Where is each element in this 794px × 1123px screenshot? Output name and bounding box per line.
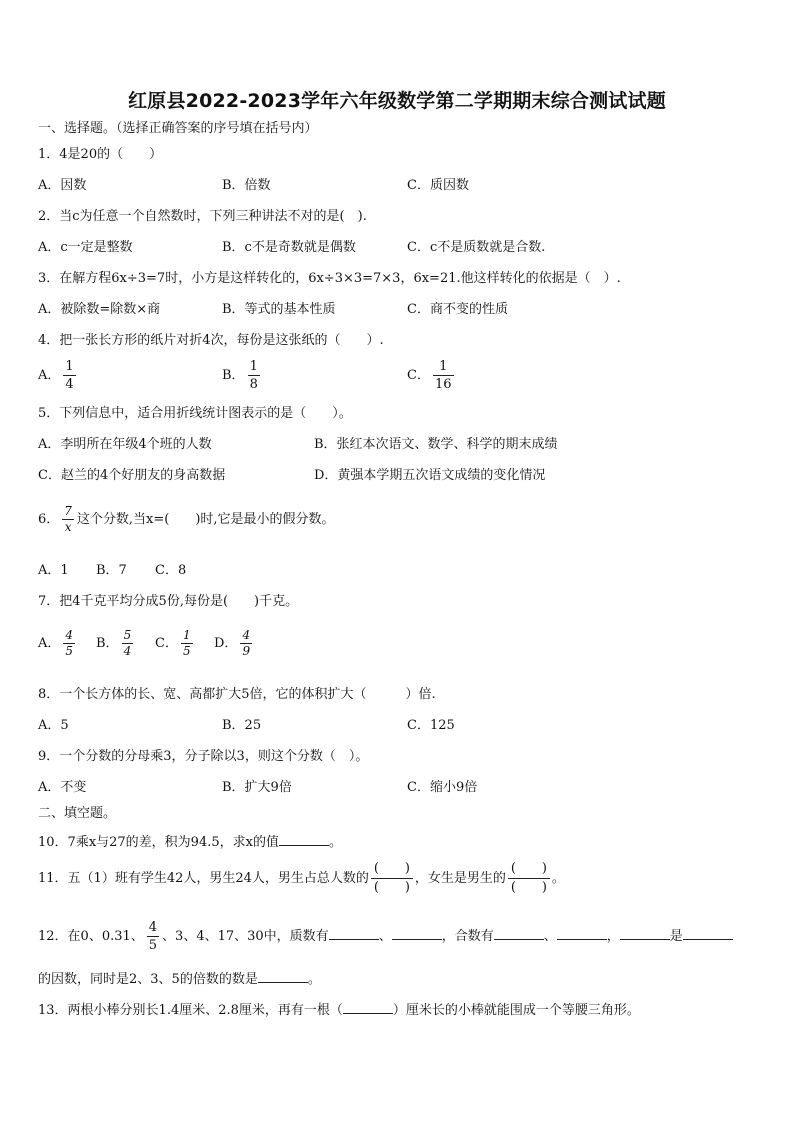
answer-blank[interactable] xyxy=(392,927,442,940)
answer-blank[interactable] xyxy=(329,927,379,940)
numerator: 1 xyxy=(182,628,191,642)
q7-option-b xyxy=(96,628,136,659)
q5-option-b: B．张红本次语文、数学、科学的期末成绩 xyxy=(314,437,558,452)
q5-option-d: D．黄强本学期五次语文成绩的变化情况 xyxy=(314,468,546,483)
fraction xyxy=(181,628,193,659)
q1-option-c: C．质因数 xyxy=(407,178,469,193)
q7-option-c xyxy=(155,628,196,659)
q9-option-b: B．扩大9倍 xyxy=(222,780,292,795)
fraction-blank[interactable] xyxy=(371,860,413,897)
denominator: 4 xyxy=(123,644,132,658)
q2-option-a: A．c一定是整数 xyxy=(38,240,133,255)
question-5: 5．下列信息中，适合用折线统计图表示的是（ ）。 xyxy=(38,406,352,421)
denominator-blank: ( ) xyxy=(373,880,410,895)
fraction xyxy=(248,358,260,393)
numerator-blank: ( ) xyxy=(371,860,413,879)
question-text: 10．7乘x与27的差，积为94.5，求x的值 xyxy=(38,835,279,850)
answer-blank[interactable] xyxy=(620,927,670,940)
fraction xyxy=(240,628,252,659)
q7-option-a xyxy=(38,628,78,659)
denominator-blank: ( ) xyxy=(510,880,547,895)
question-text: 、3、4、17、30中，质数有 xyxy=(162,929,329,944)
q5-option-c: C．赵兰的4个好朋友的身高数据 xyxy=(38,468,226,483)
q3-option-c: C．商不变的性质 xyxy=(407,302,508,317)
question-4: 4．把一张长方形的纸片对折4次，每份是这张纸的（ ）. xyxy=(38,333,384,348)
section-heading-choice: 一、选择题。（选择正确答案的序号填在括号内） xyxy=(38,121,318,136)
fraction xyxy=(433,358,454,393)
q6-option-a: A．1 xyxy=(38,563,69,578)
question-1: 1．4是20的（ ） xyxy=(38,147,163,162)
q2-option-b: B．c不是奇数就是偶数 xyxy=(222,240,356,255)
separator: 、 xyxy=(543,929,557,944)
q6-option-c: C．8 xyxy=(155,563,187,578)
answer-blank[interactable] xyxy=(683,927,733,940)
question-text: 13．两根小棒分别长1.4厘米、2.8厘米，再有一根（ xyxy=(38,1003,343,1018)
numerator: 4 xyxy=(242,628,251,642)
separator: ， xyxy=(606,929,620,944)
question-9: 9．一个分数的分母乘3，分子除以3，则这个分数（ ）。 xyxy=(38,749,369,764)
numerator: 7 xyxy=(64,504,72,518)
separator: 、 xyxy=(378,929,392,944)
fraction xyxy=(122,628,134,659)
answer-blank[interactable] xyxy=(557,927,607,940)
denominator: 5 xyxy=(182,644,191,658)
q9-option-a: A．不变 xyxy=(38,780,87,795)
q3-option-b: B．等式的基本性质 xyxy=(222,302,336,317)
question-8: 8．一个长方体的长、宽、高都扩大5倍，它的体积扩大（ ）倍. xyxy=(38,687,436,702)
question-number: 6． xyxy=(38,512,60,527)
denominator: 9 xyxy=(242,644,251,658)
fraction xyxy=(63,358,75,393)
denominator: 5 xyxy=(65,644,74,658)
question-text: ）厘米长的小棒就能围成一个等腰三角形。 xyxy=(392,1003,640,1018)
q6-option-b: B．7 xyxy=(96,563,127,578)
q4-option-c xyxy=(407,358,457,393)
answer-blank[interactable] xyxy=(279,833,329,846)
q4-option-b xyxy=(222,358,263,393)
question-text: 的因数，同时是2、3、5的倍数的数是 xyxy=(38,972,258,987)
fraction xyxy=(63,628,75,659)
question-3: 3．在解方程6x÷3=7时，小方是这样转化的，6x÷3×3=7×3，6x=21.他这样转化的依据是（ ）. xyxy=(38,271,621,286)
denominator: 4 xyxy=(65,377,74,392)
question-text: 这个分数,当x=( )时,它是最小的假分数。 xyxy=(76,512,335,527)
option-label: A． xyxy=(38,368,61,383)
q8-option-a: A．5 xyxy=(38,718,69,733)
fraction xyxy=(62,504,74,535)
numerator: 4 xyxy=(65,628,74,642)
numerator: 4 xyxy=(148,920,158,935)
question-13 xyxy=(38,1001,640,1019)
q3-option-a: A．被除数=除数×商 xyxy=(38,302,161,317)
q4-option-a xyxy=(38,358,79,393)
question-text: ，女生是男生的 xyxy=(414,871,506,886)
denominator: 16 xyxy=(434,377,452,392)
q5-option-a: A．李明所在年级4个班的人数 xyxy=(38,437,212,452)
question-12 xyxy=(38,919,733,954)
punct: 。 xyxy=(307,972,321,987)
section-heading-fill: 二、填空题。 xyxy=(38,806,117,821)
numerator-blank: ( ) xyxy=(508,860,550,879)
answer-blank[interactable] xyxy=(343,1001,393,1014)
denominator: 5 xyxy=(148,938,158,953)
fraction xyxy=(147,919,159,954)
question-text: 11．五（1）班有学生42人，男生24人，男生占总人数的 xyxy=(38,871,369,886)
q1-option-b: B．倍数 xyxy=(222,178,271,193)
numerator: 1 xyxy=(249,359,258,374)
question-11 xyxy=(38,860,565,897)
punct: 。 xyxy=(551,871,565,886)
question-text: 是 xyxy=(669,929,683,944)
q7-option-d xyxy=(214,628,255,659)
option-label: C． xyxy=(155,636,178,651)
option-label: C． xyxy=(407,368,430,383)
q8-option-b: B．25 xyxy=(222,718,262,733)
q2-option-c: C．c不是质数就是合数. xyxy=(407,240,546,255)
numerator: 1 xyxy=(65,359,74,374)
denominator: x xyxy=(64,520,72,534)
option-label: B． xyxy=(222,368,245,383)
question-6 xyxy=(38,504,335,535)
q8-option-c: C．125 xyxy=(407,718,455,733)
q9-option-c: C．缩小9倍 xyxy=(407,780,478,795)
fraction-blank[interactable] xyxy=(508,860,550,897)
question-7: 7．把4千克平均分成5份,每份是( )千克。 xyxy=(38,594,299,609)
option-label: D． xyxy=(214,636,238,651)
answer-blank[interactable] xyxy=(258,970,308,983)
question-text: 12．在0、0.31、 xyxy=(38,929,144,944)
option-label: B． xyxy=(96,636,119,651)
question-text: ，合数有 xyxy=(441,929,494,944)
option-label: A． xyxy=(38,636,61,651)
question-2: 2．当c为任意一个自然数时，下列三种讲法不对的是( ). xyxy=(38,209,367,224)
answer-blank[interactable] xyxy=(494,927,544,940)
page-title: 红原县2022-2023学年六年级数学第二学期期末综合测试试题 xyxy=(128,90,666,112)
numerator: 1 xyxy=(433,358,454,376)
denominator: 8 xyxy=(249,377,258,392)
q1-option-a: A．因数 xyxy=(38,178,87,193)
punct: 。 xyxy=(328,835,342,850)
question-10 xyxy=(38,833,342,851)
numerator: 5 xyxy=(123,628,132,642)
question-12-continued xyxy=(38,970,321,988)
